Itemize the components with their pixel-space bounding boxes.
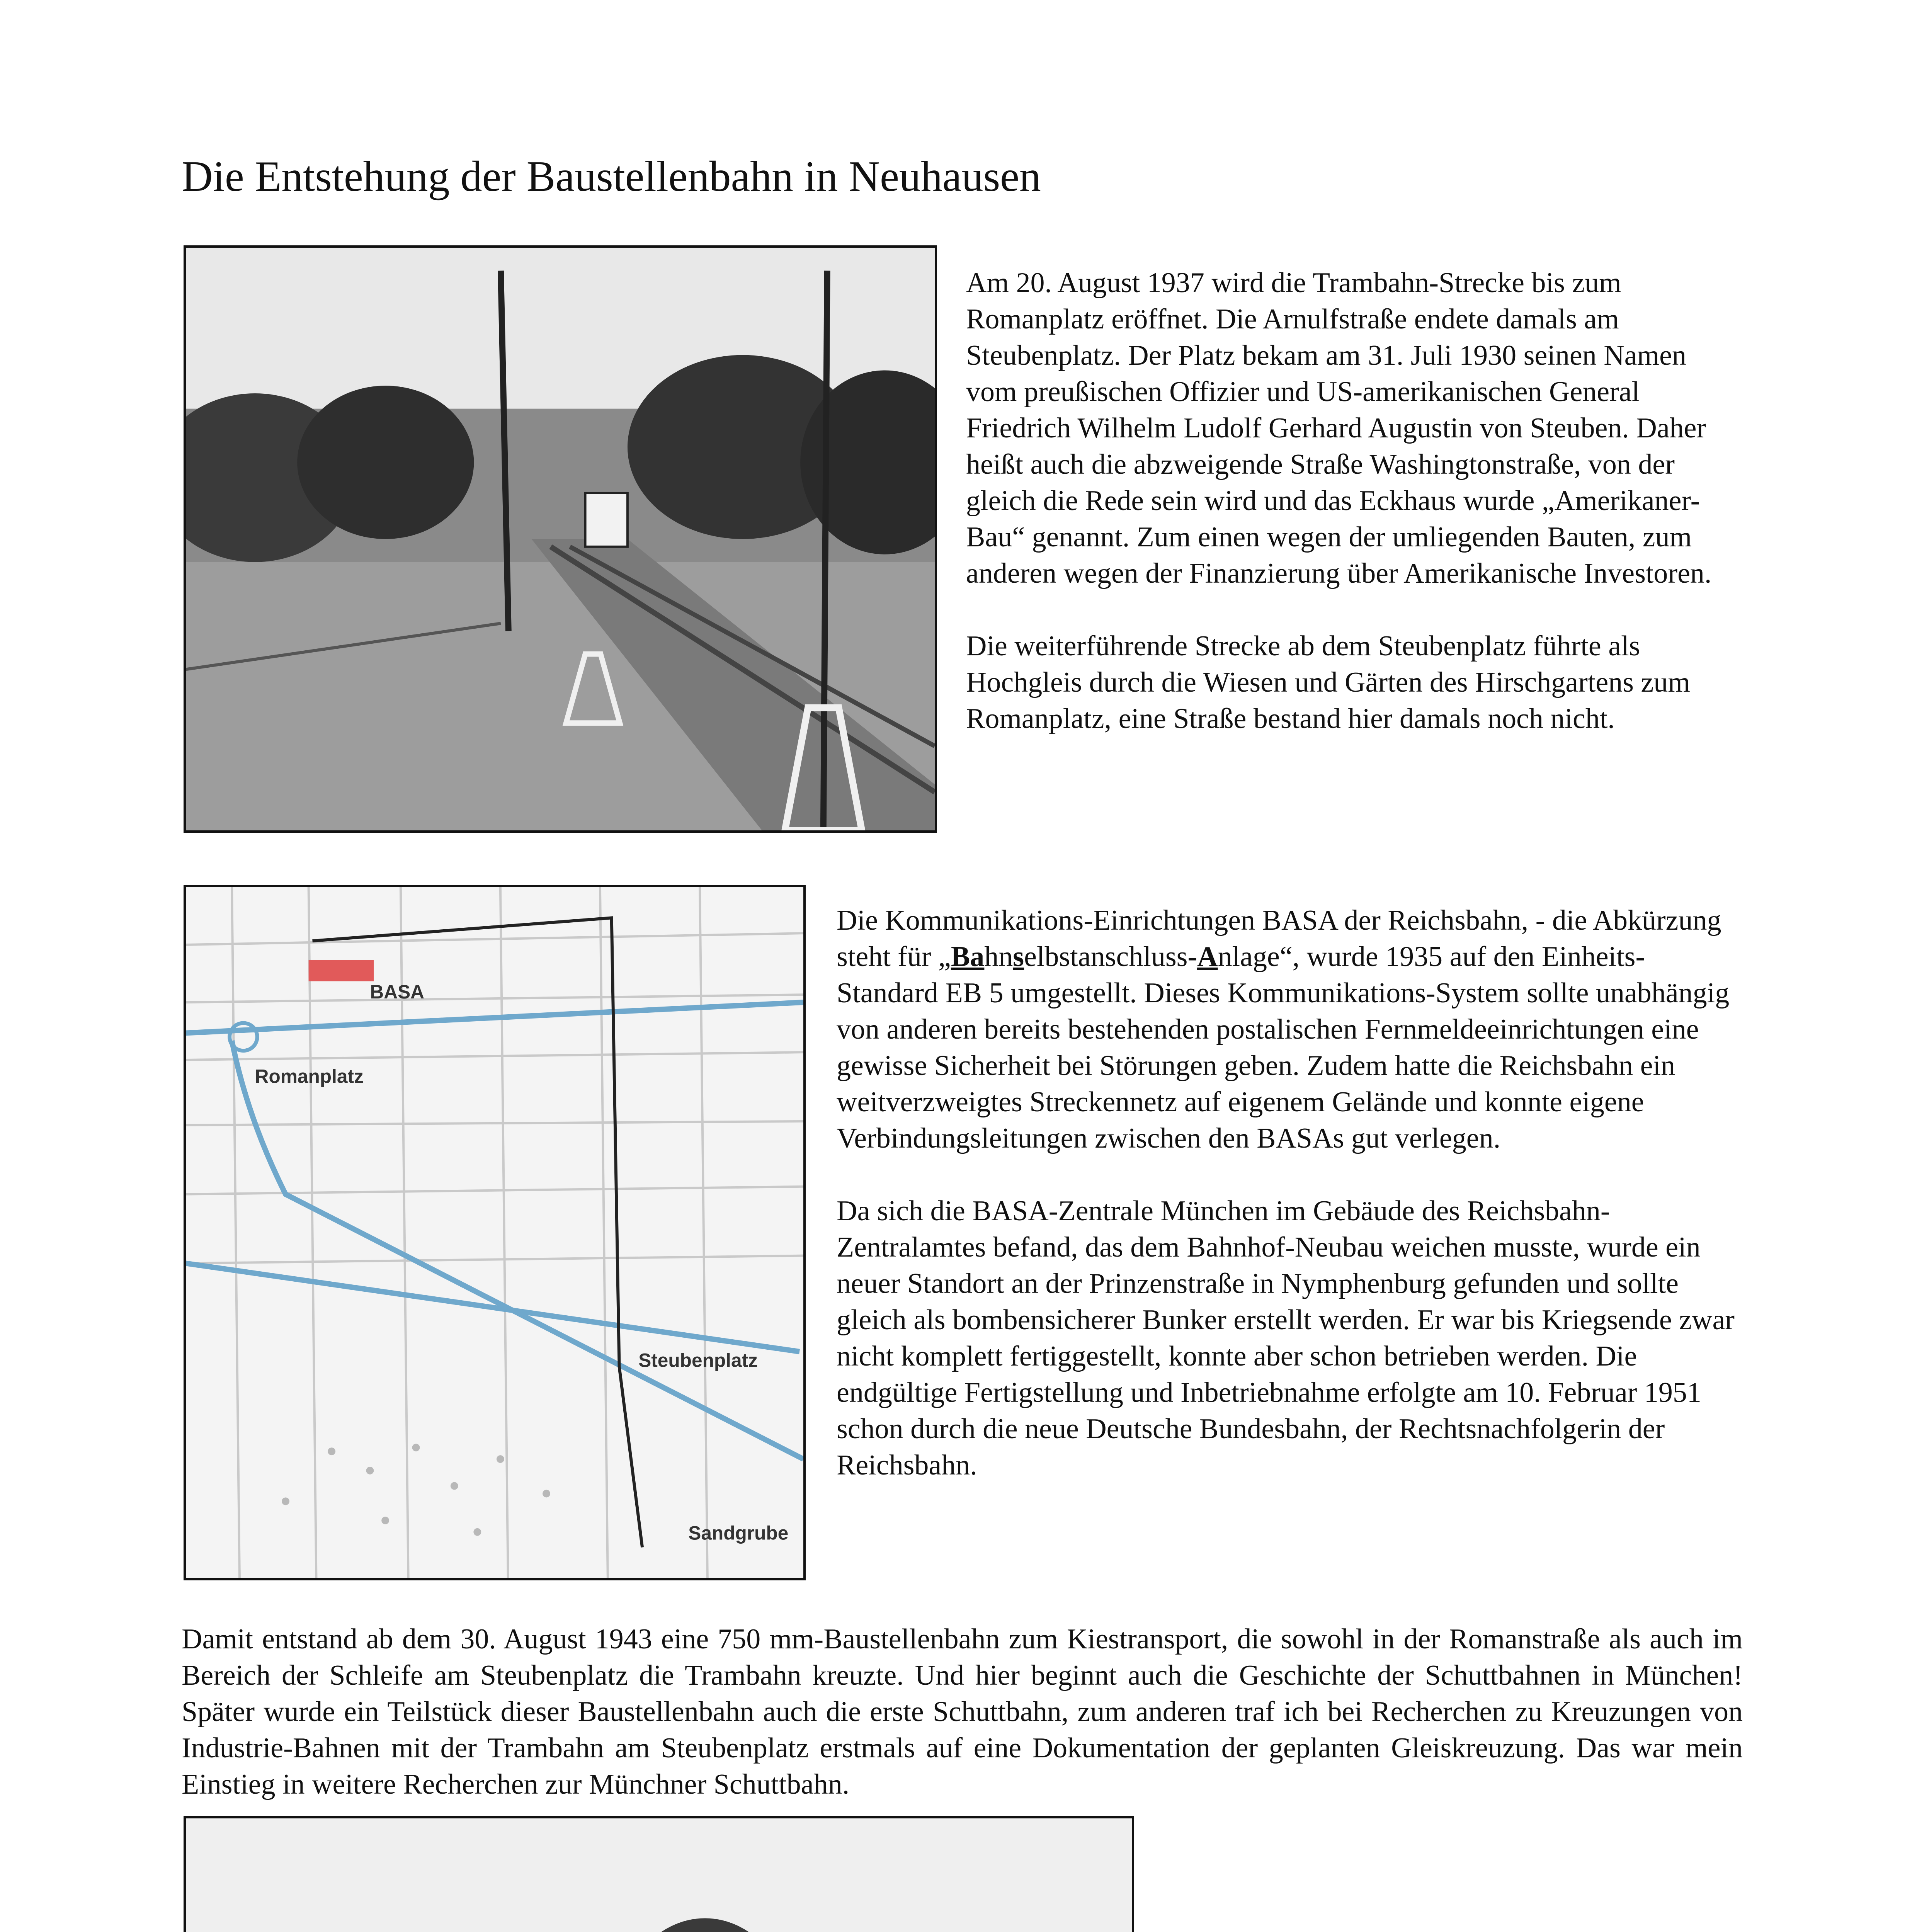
basa-map (184, 885, 806, 1580)
construction-site-photo (184, 1816, 1134, 1932)
basa-text (837, 902, 1743, 1483)
page-title: Die Entstehung der Baustellenbahn in Neuhausen (182, 153, 1041, 201)
baustellenbahn-text (182, 1621, 1743, 1803)
baustellenbahn-paragraph: Damit entstand ab dem 30. August 1943 eine 750 mm-Baustellenbahn zum Kiestransport, die sowohl in der Romanstraße als auch im Bereich der Schleife am Steubenplatz die Trambahn kreuzte. Und hier beginnt auch die Geschichte der Schuttbahnen in München! Später wurde ein Teilstück dieser Baustellenbahn auch die erste Schuttbahn, zum anderen traf ich bei Recherchen zu Kreuzungen von Industrie-Bahnen mit der Trambahn am Steubenplatz erstmals auf eine Dokumentation der geplanten Gleiskreuzung. Das war mein Einstieg in weitere Recherchen zur Münchner Schuttbahn. (182, 1623, 1743, 1800)
tram-photo (184, 245, 937, 833)
map-label-sandgrube: Sandgrube (688, 1522, 789, 1544)
tram-paragraph-1: Am 20. August 1937 wird die Trambahn-Strecke bis zum Romanplatz eröffnet. Die Arnulfstraße endete damals am Steubenplatz. Der Platz bekam am 31. Juli 1930 seinen Namen vom preußischen Offizier und US-amerikanischen General Friedrich Wilhelm Ludolf Gerhard Augustin von Steuben. Daher heißt auch die abzweigende Straße Washingtonstraße, von der gleich die Rede sein wird und das Eckhaus wurde „Amerikaner-Bau“ genannt. Zum einen wegen der umliegenden Bauten, zum anderen wegen der Finanzierung über Amerikanische Investoren. (966, 267, 1712, 589)
tram-paragraph-2: Die weiterführende Strecke ab dem Steubenplatz führte als Hochgleis durch die Wiesen und Gärten des Hirschgartens zum Romanplatz, eine Straße bestand hier damals noch nicht. (966, 630, 1690, 735)
tram-text (966, 265, 1743, 737)
basa-paragraph-2: Da sich die BASA-Zentrale München im Gebäude des Reichsbahn-Zentralamtes befand, das dem Bahnhof-Neubau weichen musste, wurde ein neuer Standort an der Prinzenstraße in Nymphenburg gefunden und sollte gleich als bombensicherer Bunker erstellt werden. Er war bis Kriegsende zwar nicht komplett fertiggestellt, konnte aber schon betrieben werden. Die endgültige Fertigstellung und Inbetriebnahme erfolgte am 10. Februar 1951 schon durch die neue Deutsche Bundesbahn, der Rechtsnachfolgerin der Reichsbahn. (837, 1195, 1735, 1481)
basa-paragraph-1: Die Kommunikations-Einrichtungen BASA der Reichsbahn, - die Abkürzung steht für „Bahnselbstanschluss-Anlage“, wurde 1935 auf den Einheits-Standard EB 5 umgestellt. Dieses Kommunikations-System sollte unabhängig von anderen bereits bestehenden postalischen Fernmeldeeinrichtungen eine gewisse Sicherheit bei Störungen geben. Zudem hatte die Reichsbahn ein weitverzweigtes Streckennetz auf eigenem Gelände und konnte eigene Verbindungsleitungen zwischen den BASAs gut verlegen. (837, 905, 1730, 1154)
map-label-romanplatz: Romanplatz (255, 1065, 364, 1087)
map-label-steubenplatz: Steubenplatz (638, 1349, 758, 1371)
map-label-basa: BASA (370, 981, 424, 1003)
